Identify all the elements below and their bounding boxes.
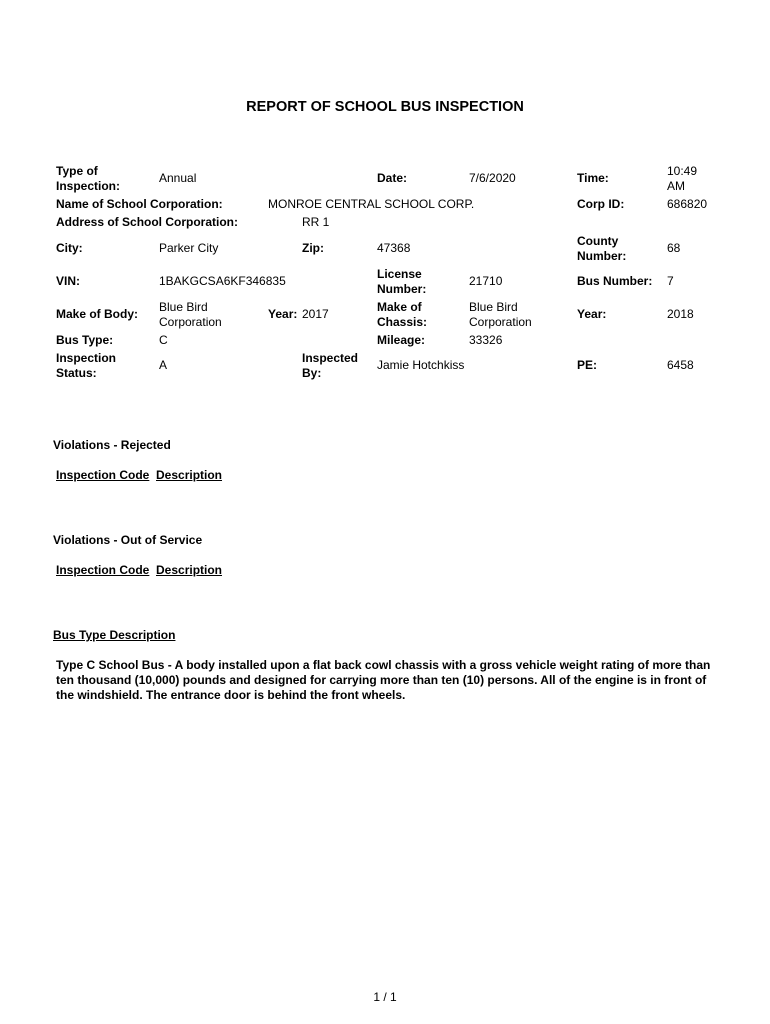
chassis-year-value: 2018 (667, 307, 694, 321)
type-of-inspection-value: Annual (159, 171, 197, 185)
bus-number-value: 7 (667, 274, 674, 288)
inspection-status-value: A (159, 358, 168, 372)
rejected-description-header: Description (156, 468, 223, 482)
mileage-value: 33326 (469, 333, 503, 347)
pe-label: PE: (577, 358, 598, 372)
inspection-status-label: Inspection Status: (56, 351, 117, 380)
date-label: Date: (377, 171, 408, 185)
county-number-label: County Number: (577, 234, 627, 263)
city-label: City: (56, 241, 83, 255)
make-of-chassis-label: Make of Chassis: (377, 300, 428, 329)
vin-value: 1BAKGCSA6KF346835 (159, 274, 286, 288)
county-number-value: 68 (667, 241, 681, 255)
school-corporation-name-label: Name of School Corporation: (56, 197, 223, 211)
school-corporation-address-value: RR 1 (302, 215, 330, 229)
zip-label: Zip: (302, 241, 324, 255)
page-number: 1 / 1 (373, 990, 397, 1004)
oos-inspection-code-header: Inspection Code (56, 563, 150, 577)
vin-label: VIN: (56, 274, 80, 288)
date-value: 7/6/2020 (469, 171, 516, 185)
rejected-inspection-code-header: Inspection Code (56, 468, 150, 482)
zip-value: 47368 (377, 241, 411, 255)
bus-type-description-text: Type C School Bus - A body installed upon a flat back cowl chassis with a gross vehicle weight rating of more than ten thousand (10,000) pounds and designed for carrying more than ten (10) persons. All of the engine is in front of the windshield. The entrance door is behind the front wheels. (56, 658, 711, 702)
bus-type-description-heading: Bus Type Description (53, 628, 176, 642)
time-value: 10:49 AM (667, 164, 698, 193)
corp-id-value: 686820 (667, 197, 708, 211)
make-of-body-value: Blue Bird Corporation (159, 300, 222, 329)
bus-type-value: C (159, 333, 168, 347)
pe-value: 6458 (667, 358, 694, 372)
inspected-by-value: Jamie Hotchkiss (377, 358, 465, 372)
type-of-inspection-label: Type of Inspection: (56, 164, 121, 193)
license-number-label: License Number: (377, 267, 427, 296)
mileage-label: Mileage: (377, 333, 426, 347)
make-of-chassis-value: Blue Bird Corporation (469, 300, 532, 329)
body-year-value: 2017 (302, 307, 329, 321)
city-value: Parker City (159, 241, 219, 255)
oos-description-header: Description (156, 563, 223, 577)
corp-id-label: Corp ID: (577, 197, 625, 211)
school-corporation-name-value: MONROE CENTRAL SCHOOL CORP. (268, 197, 475, 211)
page-title: REPORT OF SCHOOL BUS INSPECTION (246, 99, 524, 115)
bus-number-label: Bus Number: (577, 274, 653, 288)
bus-type-label: Bus Type: (56, 333, 114, 347)
body-year-label: Year: (268, 307, 298, 321)
chassis-year-label: Year: (577, 307, 607, 321)
school-corporation-address-label: Address of School Corporation: (56, 215, 239, 229)
time-label: Time: (577, 171, 609, 185)
violations-rejected-heading: Violations - Rejected (53, 438, 171, 452)
make-of-body-label: Make of Body: (56, 307, 139, 321)
inspected-by-label: Inspected By: (302, 351, 359, 380)
license-number-value: 21710 (469, 274, 503, 288)
violations-out-of-service-heading: Violations - Out of Service (53, 533, 203, 547)
